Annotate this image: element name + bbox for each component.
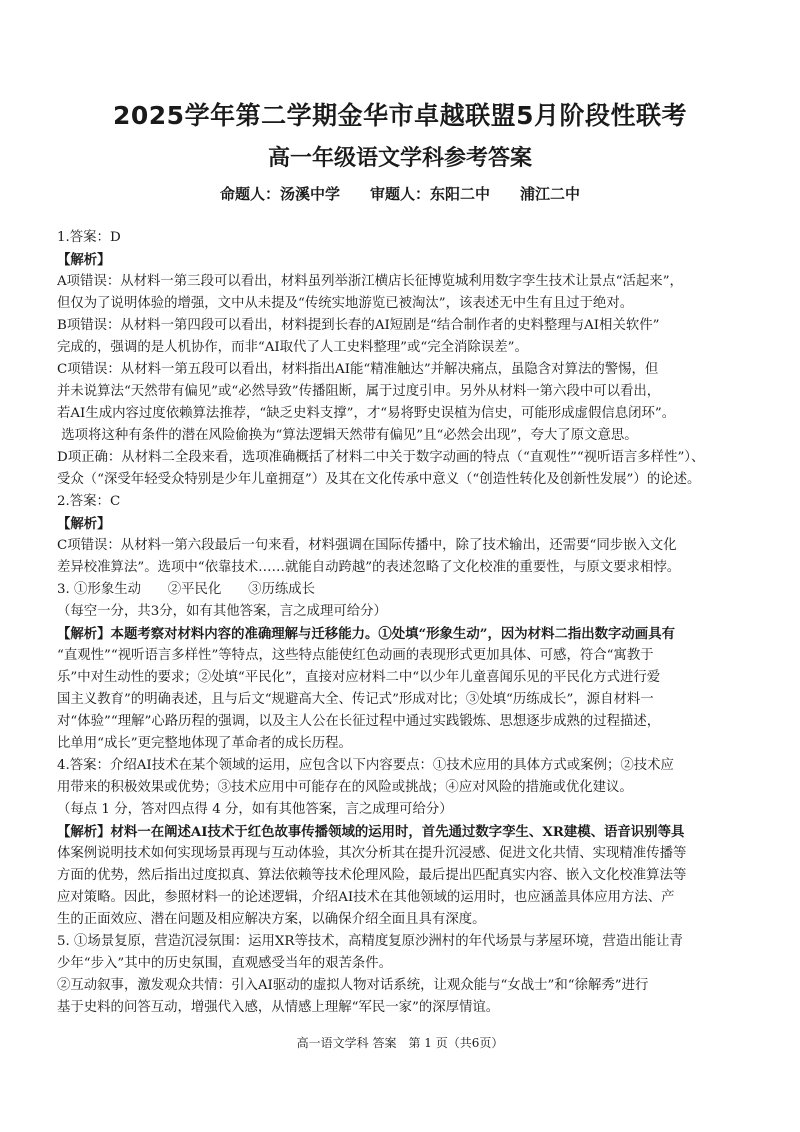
text-line: 比单用“成长”更完整地体现了革命者的成长历程。 bbox=[57, 736, 352, 751]
text-line: 对“体验”“理解”心路历程的强调，以及主人公在长征过程中通过实践锻炼、思想逐步成熟的过程描述， bbox=[57, 714, 661, 729]
text-line: 5. ①场景复原，营造沉浸氛围：运用XR等技术，高精度复原沙洲村的年代场景与茅屋环境，营造出能让青 bbox=[57, 934, 683, 949]
text-line: 国主义教育”的明确表述，且与后文“规避高大全、传记式”形成对比；③处填“历练成长”，源自材料一 bbox=[57, 692, 654, 707]
text-line: 选项将这种有条件的潜在风险偷换为“算法逻辑天然带有偏见”且“必然会出现”，夸大了原文意思。 bbox=[57, 428, 638, 443]
text-line: 【解析】材料一在阐述AI技术于红色故事传播领域的运用时，首先通过数字孪生、XR建模、语音识别等具 bbox=[57, 824, 685, 840]
text-line: 基于史料的问答互动，增强代入感，从情感上理解“军民一家”的深厚情谊。 bbox=[57, 1000, 500, 1015]
text-line: 乐”中对生动性的要求；②处填“平民化”，直接对应材料二中“以少年儿童喜闻乐见的平民化方式进行爱 bbox=[57, 670, 661, 685]
page-footer: 高一语文学科 答案 第 1 页（共6页） bbox=[296, 1036, 504, 1050]
text-line: “直观性”“视听语言多样性”等特点，这些特点能使红色动画的表现形式更加具体、可感，符合“寓教于 bbox=[57, 648, 654, 663]
text-line: C项错误：从材料一第五段可以看出，材料指出AI能“精准触达”并解决痛点，虽隐含对算法的警惕，但 bbox=[57, 362, 659, 377]
text-line: 方面的优势，然后指出过度拟真、算法依赖等技术伦理风险，最后提出匹配真实内容、嵌入文化校准算法等 bbox=[57, 868, 687, 883]
answer-body bbox=[57, 227, 747, 1019]
text-line: 少年“步入”其中的历史氛围，直观感受当年的艰苦条件。 bbox=[57, 956, 393, 971]
text-line: 【解析】 bbox=[57, 516, 111, 532]
text-line: 并未说算法“天然带有偏见”或“必然导致”传播阻断，属于过度引申。另外从材料一第六段中可以看出， bbox=[57, 384, 661, 399]
text-line: B项错误：从材料一第四段可以看出，材料提到长春的AI短剧是“结合制作者的史料整理与AI相关软件” bbox=[57, 318, 660, 333]
text-line: ②互动叙事，激发观众共情：引入AI驱动的虚拟人物对话系统，让观众能与“女战士”和“徐解秀”进行 bbox=[57, 978, 649, 993]
text-line: （每空一分，共3分，如有其他答案，言之成理可给分） bbox=[57, 604, 387, 619]
text-line: 【解析】 bbox=[57, 252, 111, 268]
text-line: 受众（“深受年轻受众特别是少年儿童拥趸”）及其在文化传承中意义（“创造性转化及创新性发展”）的论述。 bbox=[57, 472, 701, 487]
text-line: （每点 1 分，答对四点得 4 分，如有其他答案，言之成理可给分） bbox=[57, 802, 453, 817]
text-line: 应对策略。因此，参照材料一的论述逻辑，介绍AI技术在其他领域的运用时，也应涵盖具体应用方法、产 bbox=[57, 890, 675, 905]
answer-subtitle: 高一年级语文学科参考答案 bbox=[267, 146, 532, 171]
text-line: C项错误：从材料一第六段最后一句来看，材料强调在国际传播中，除了技术输出，还需要“同步嵌入文化 bbox=[57, 538, 677, 553]
text-line: 若AI生成内容过度依赖算法推荐，“缺乏史料支撑”，才“易将野史误植为信史，可能形成虚假信息闭环”。 bbox=[57, 406, 676, 421]
text-line: 4.答案：介绍AI技术在某个领域的运用，应包含以下内容要点：①技术应用的具体方式或案例；②技术应 bbox=[57, 758, 674, 773]
text-line: 完成的，强调的是人机协作，而非“AI取代了人工史料整理”或“完全消除误差”。 bbox=[57, 340, 528, 355]
authors-line: 命题人：汤溪中学 审题人：东阳二中 浦江二中 bbox=[219, 185, 580, 203]
text-line: 差异校准算法”。选项中“依靠技术……就能自动跨越”的表述忽略了文化校准的重要性，与原文要求相悖。 bbox=[57, 560, 681, 575]
text-line: D项正确：从材料二全段来看，选项准确概括了材料二中关于数字动画的特点（“直观性”“视听语言多样性”）、 bbox=[57, 450, 705, 465]
text-line: 1.答案：D bbox=[57, 230, 121, 245]
exam-title: 2025学年第二学期金华市卓越联盟5月阶段性联考 bbox=[113, 101, 687, 130]
text-line: A项错误：从材料一第三段可以看出，材料虽列举浙江横店长征博览城利用数字孪生技术让景点“活起来”， bbox=[57, 274, 683, 289]
text-line: 2.答案：C bbox=[57, 494, 121, 509]
text-line: 用带来的积极效果或优势；③技术应用中可能存在的风险或挑战；④应对风险的措施或优化建议。 bbox=[57, 780, 633, 795]
text-line: 【解析】本题考察对材料内容的准确理解与迁移能力。①处填“形象生动”，因为材料二指出数字动画具有 bbox=[57, 626, 675, 642]
text-line: 体案例说明技术如何实现场景再现与互动体验，其次分析其在提升沉浸感、促进文化共情、实现精准传播等 bbox=[57, 846, 687, 861]
text-line: 但仅为了说明体验的增强，文中从未提及“传统实地游览已被淘汰”，该表述无中生有且过于绝对。 bbox=[57, 296, 634, 311]
text-line: 3. ①形象生动 ②平民化 ③历练成长 bbox=[57, 582, 316, 597]
text-line: 生的正面效应、潜在问题及相应解决方案，以确保介绍全面且具有深度。 bbox=[57, 912, 486, 927]
